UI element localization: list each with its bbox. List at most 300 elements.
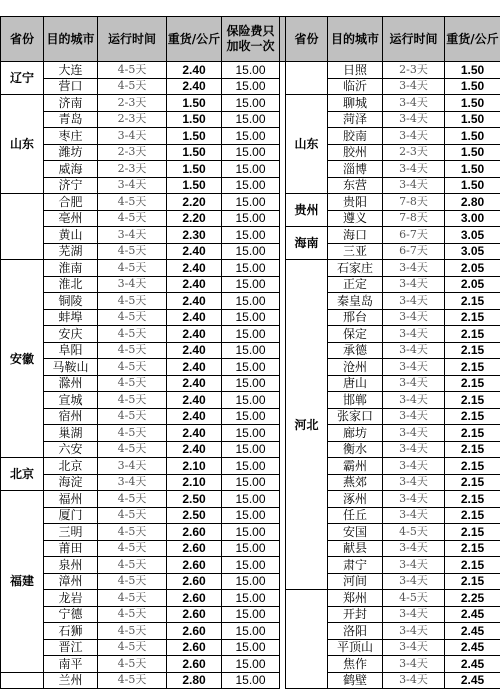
insurance-cell: 15.00 — [222, 194, 280, 211]
transit-time-cell: 3-4天 — [383, 359, 445, 376]
city-cell: 燕郊 — [328, 474, 383, 491]
transit-time-cell: 4-5天 — [98, 656, 167, 673]
province-cell — [1, 672, 44, 689]
transit-time-cell: 4-5天 — [98, 210, 167, 227]
weight-rate-cell: 2.40 — [167, 243, 222, 260]
city-cell: 三明 — [44, 524, 98, 541]
transit-time-cell: 3-4天 — [383, 408, 445, 425]
weight-rate-cell: 2.15 — [445, 326, 500, 343]
table-row — [1, 78, 500, 95]
transit-time-cell: 3-4天 — [98, 474, 167, 491]
city-cell: 晋江 — [44, 639, 98, 656]
city-cell: 滁州 — [44, 375, 98, 392]
table-row — [1, 474, 500, 491]
transit-time-cell: 4-5天 — [98, 606, 167, 623]
city-cell: 霸州 — [328, 458, 383, 475]
city-cell: 涿州 — [328, 491, 383, 508]
weight-rate-cell: 2.45 — [445, 639, 500, 656]
weight-rate-cell: 2.45 — [445, 656, 500, 673]
city-cell: 营口 — [44, 78, 98, 95]
weight-rate-cell: 2.20 — [167, 194, 222, 211]
insurance-cell: 15.00 — [222, 441, 280, 458]
table-row — [1, 606, 500, 623]
transit-time-cell: 4-5天 — [98, 524, 167, 541]
spacer-cell — [280, 524, 286, 541]
city-cell: 遵义 — [328, 210, 383, 227]
weight-rate-cell: 1.50 — [445, 62, 500, 79]
transit-time-cell: 3-4天 — [383, 161, 445, 178]
table-row — [1, 458, 500, 475]
weight-rate-cell: 2.40 — [167, 408, 222, 425]
spacer-cell — [280, 441, 286, 458]
weight-rate-cell: 2.40 — [167, 326, 222, 343]
transit-time-cell: 3-4天 — [383, 111, 445, 128]
transit-time-cell: 3-4天 — [383, 78, 445, 95]
city-cell: 献县 — [328, 540, 383, 557]
transit-time-cell: 2-3天 — [98, 161, 167, 178]
table-row — [1, 408, 500, 425]
transit-time-cell: 2-3天 — [383, 144, 445, 161]
transit-time-cell: 4-5天 — [98, 326, 167, 343]
city-cell: 莆田 — [44, 540, 98, 557]
city-cell: 石家庄 — [328, 260, 383, 277]
spacer-cell — [280, 243, 286, 260]
province-cell: 贵州 — [286, 194, 328, 227]
spacer-cell — [280, 474, 286, 491]
weight-rate-cell: 2.40 — [167, 441, 222, 458]
city-cell: 肃宁 — [328, 557, 383, 574]
city-cell: 巢湖 — [44, 425, 98, 442]
insurance-cell: 15.00 — [222, 210, 280, 227]
transit-time-cell: 4-5天 — [98, 507, 167, 524]
spacer-cell — [280, 573, 286, 590]
city-cell: 承德 — [328, 342, 383, 359]
weight-rate-cell: 2.40 — [167, 392, 222, 409]
header-province-left: 省份 — [1, 17, 44, 62]
transit-time-cell: 3-4天 — [383, 95, 445, 112]
city-cell: 淄博 — [328, 161, 383, 178]
city-cell: 海口 — [328, 227, 383, 244]
spacer-cell — [280, 458, 286, 475]
weight-rate-cell: 2.10 — [167, 474, 222, 491]
weight-rate-cell: 2.15 — [445, 524, 500, 541]
header-weight-right: 重货/公斤 — [445, 17, 500, 62]
weight-rate-cell: 2.60 — [167, 540, 222, 557]
city-cell: 亳州 — [44, 210, 98, 227]
city-cell: 宁德 — [44, 606, 98, 623]
weight-rate-cell: 2.45 — [445, 623, 500, 640]
transit-time-cell: 3-4天 — [383, 540, 445, 557]
weight-rate-cell: 2.15 — [445, 491, 500, 508]
city-cell: 济宁 — [44, 177, 98, 194]
table-row — [1, 293, 500, 310]
transit-time-cell: 6-7天 — [383, 243, 445, 260]
transit-time-cell: 3-4天 — [383, 507, 445, 524]
insurance-cell: 15.00 — [222, 524, 280, 541]
weight-rate-cell: 1.50 — [445, 78, 500, 95]
spacer-cell — [280, 623, 286, 640]
table-row — [1, 260, 500, 277]
city-cell: 衡水 — [328, 441, 383, 458]
weight-rate-cell: 3.05 — [445, 227, 500, 244]
weight-rate-cell: 2.20 — [167, 210, 222, 227]
weight-rate-cell: 2.15 — [445, 425, 500, 442]
weight-rate-cell: 2.15 — [445, 375, 500, 392]
city-cell: 兰州 — [44, 672, 98, 689]
insurance-cell: 15.00 — [222, 656, 280, 673]
city-cell: 安庆 — [44, 326, 98, 343]
city-cell: 蚌埠 — [44, 309, 98, 326]
city-cell: 鹤壁 — [328, 672, 383, 689]
weight-rate-cell: 2.15 — [445, 474, 500, 491]
transit-time-cell: 4-5天 — [98, 590, 167, 607]
weight-rate-cell: 1.50 — [445, 177, 500, 194]
weight-rate-cell: 2.40 — [167, 293, 222, 310]
weight-rate-cell: 2.40 — [167, 425, 222, 442]
header-province-right: 省份 — [286, 17, 328, 62]
weight-rate-cell: 2.80 — [445, 194, 500, 211]
insurance-cell: 15.00 — [222, 491, 280, 508]
weight-rate-cell: 1.50 — [167, 161, 222, 178]
transit-time-cell: 3-4天 — [98, 458, 167, 475]
city-cell: 潍坊 — [44, 144, 98, 161]
insurance-cell: 15.00 — [222, 408, 280, 425]
spacer-cell — [280, 342, 286, 359]
table-row — [1, 243, 500, 260]
transit-time-cell: 3-4天 — [383, 491, 445, 508]
insurance-cell: 15.00 — [222, 326, 280, 343]
province-cell: 山东 — [1, 95, 44, 194]
transit-time-cell: 3-4天 — [383, 474, 445, 491]
table-row — [1, 656, 500, 673]
transit-time-cell: 3-4天 — [383, 606, 445, 623]
transit-time-cell: 3-4天 — [383, 128, 445, 145]
city-cell: 秦皇岛 — [328, 293, 383, 310]
spacer-cell — [280, 161, 286, 178]
province-cell — [1, 194, 44, 260]
table-row — [1, 144, 500, 161]
city-cell: 青岛 — [44, 111, 98, 128]
transit-time-cell: 3-4天 — [383, 375, 445, 392]
weight-rate-cell: 2.60 — [167, 590, 222, 607]
weight-rate-cell: 1.50 — [445, 161, 500, 178]
weight-rate-cell: 1.50 — [445, 144, 500, 161]
transit-time-cell: 2-3天 — [98, 144, 167, 161]
province-cell: 辽宁 — [1, 62, 44, 95]
province-cell: 山东 — [286, 95, 328, 194]
spacer-cell — [280, 309, 286, 326]
insurance-cell: 15.00 — [222, 260, 280, 277]
table-row — [1, 194, 500, 211]
weight-rate-cell: 2.15 — [445, 441, 500, 458]
province-cell — [286, 590, 328, 689]
weight-rate-cell: 2.40 — [167, 62, 222, 79]
transit-time-cell: 3-4天 — [383, 441, 445, 458]
transit-time-cell: 3-4天 — [383, 458, 445, 475]
city-cell: 开封 — [328, 606, 383, 623]
city-cell: 铜陵 — [44, 293, 98, 310]
city-cell: 福州 — [44, 491, 98, 508]
insurance-cell: 15.00 — [222, 425, 280, 442]
weight-rate-cell: 2.50 — [167, 491, 222, 508]
transit-time-cell: 4-5天 — [98, 359, 167, 376]
insurance-cell: 15.00 — [222, 95, 280, 112]
province-cell: 北京 — [1, 458, 44, 491]
city-cell: 宿州 — [44, 408, 98, 425]
weight-rate-cell: 2.15 — [445, 573, 500, 590]
spacer-cell — [280, 606, 286, 623]
city-cell: 任丘 — [328, 507, 383, 524]
weight-rate-cell: 1.50 — [167, 128, 222, 145]
transit-time-cell: 4-5天 — [98, 491, 167, 508]
transit-time-cell: 3-4天 — [98, 276, 167, 293]
city-cell: 北京 — [44, 458, 98, 475]
weight-rate-cell: 2.15 — [445, 557, 500, 574]
weight-rate-cell: 2.80 — [167, 672, 222, 689]
spacer-cell — [280, 326, 286, 343]
table-row — [1, 573, 500, 590]
weight-rate-cell: 2.40 — [167, 359, 222, 376]
city-cell: 日照 — [328, 62, 383, 79]
spacer-cell — [280, 639, 286, 656]
insurance-cell: 15.00 — [222, 540, 280, 557]
transit-time-cell: 4-5天 — [98, 573, 167, 590]
city-cell: 海淀 — [44, 474, 98, 491]
city-cell: 龙岩 — [44, 590, 98, 607]
insurance-cell: 15.00 — [222, 474, 280, 491]
spacer-cell — [280, 359, 286, 376]
city-cell: 淮北 — [44, 276, 98, 293]
table-row — [1, 177, 500, 194]
transit-time-cell: 2-3天 — [383, 62, 445, 79]
insurance-cell: 15.00 — [222, 144, 280, 161]
spacer-cell — [280, 128, 286, 145]
header-time-left: 运行时间 — [98, 17, 167, 62]
insurance-cell: 15.00 — [222, 375, 280, 392]
province-cell: 福建 — [1, 491, 44, 673]
province-cell: 安徽 — [1, 260, 44, 458]
transit-time-cell: 4-5天 — [383, 524, 445, 541]
insurance-cell: 15.00 — [222, 672, 280, 689]
spacer-cell — [280, 375, 286, 392]
weight-rate-cell: 2.15 — [445, 507, 500, 524]
transit-time-cell: 3-4天 — [383, 177, 445, 194]
insurance-cell: 15.00 — [222, 111, 280, 128]
city-cell: 沧州 — [328, 359, 383, 376]
table-row — [1, 540, 500, 557]
insurance-cell: 15.00 — [222, 309, 280, 326]
city-cell: 唐山 — [328, 375, 383, 392]
weight-rate-cell: 1.50 — [167, 111, 222, 128]
transit-time-cell: 4-5天 — [98, 672, 167, 689]
province-cell — [286, 62, 328, 95]
city-cell: 邢台 — [328, 309, 383, 326]
city-cell: 焦作 — [328, 656, 383, 673]
transit-time-cell: 3-4天 — [383, 326, 445, 343]
province-cell: 海南 — [286, 227, 328, 260]
weight-rate-cell: 2.40 — [167, 309, 222, 326]
city-cell: 胶南 — [328, 128, 383, 145]
insurance-cell: 15.00 — [222, 392, 280, 409]
weight-rate-cell: 1.50 — [167, 95, 222, 112]
spacer-cell — [280, 210, 286, 227]
insurance-cell: 15.00 — [222, 78, 280, 95]
weight-rate-cell: 2.15 — [445, 392, 500, 409]
weight-rate-cell: 2.15 — [445, 342, 500, 359]
city-cell: 保定 — [328, 326, 383, 343]
weight-rate-cell: 2.60 — [167, 573, 222, 590]
weight-rate-cell: 2.60 — [167, 639, 222, 656]
sheet-top-strip — [0, 0, 500, 17]
transit-time-cell: 3-4天 — [383, 573, 445, 590]
table-row — [1, 210, 500, 227]
weight-rate-cell: 2.60 — [167, 656, 222, 673]
weight-rate-cell: 2.60 — [167, 606, 222, 623]
transit-time-cell: 3-4天 — [383, 260, 445, 277]
insurance-cell: 15.00 — [222, 161, 280, 178]
insurance-cell: 15.00 — [222, 557, 280, 574]
city-cell: 张家口 — [328, 408, 383, 425]
weight-rate-cell: 2.15 — [445, 408, 500, 425]
table-row — [1, 161, 500, 178]
table-row — [1, 342, 500, 359]
weight-rate-cell: 2.25 — [445, 590, 500, 607]
weight-rate-cell: 2.60 — [167, 557, 222, 574]
city-cell: 平顶山 — [328, 639, 383, 656]
table-row — [1, 639, 500, 656]
table-row — [1, 62, 500, 79]
weight-rate-cell: 2.15 — [445, 359, 500, 376]
transit-time-cell: 4-5天 — [98, 194, 167, 211]
transit-time-cell: 3-4天 — [383, 639, 445, 656]
insurance-cell: 15.00 — [222, 359, 280, 376]
header-city-left: 目的城市 — [44, 17, 98, 62]
weight-rate-cell: 2.15 — [445, 458, 500, 475]
transit-time-cell: 3-4天 — [98, 227, 167, 244]
spacer-cell — [280, 656, 286, 673]
transit-time-cell: 3-4天 — [383, 342, 445, 359]
weight-rate-cell: 1.50 — [445, 128, 500, 145]
table-row — [1, 128, 500, 145]
transit-time-cell: 4-5天 — [98, 309, 167, 326]
weight-rate-cell: 1.50 — [445, 111, 500, 128]
header-insurance-left: 保险费只加收一次 — [222, 17, 280, 62]
table-row — [1, 392, 500, 409]
transit-time-cell: 4-5天 — [98, 557, 167, 574]
transit-time-cell: 3-4天 — [383, 672, 445, 689]
insurance-cell: 15.00 — [222, 606, 280, 623]
spacer-cell — [280, 672, 286, 689]
weight-rate-cell: 2.05 — [445, 260, 500, 277]
weight-rate-cell: 2.45 — [445, 672, 500, 689]
transit-time-cell: 3-4天 — [383, 656, 445, 673]
transit-time-cell: 3-4天 — [383, 293, 445, 310]
transit-time-cell: 4-5天 — [98, 243, 167, 260]
table-row — [1, 359, 500, 376]
city-cell: 六安 — [44, 441, 98, 458]
transit-time-cell: 3-4天 — [383, 557, 445, 574]
weight-rate-cell: 1.50 — [167, 177, 222, 194]
weight-rate-cell: 2.50 — [167, 507, 222, 524]
spacer-cell — [280, 540, 286, 557]
city-cell: 南平 — [44, 656, 98, 673]
transit-time-cell: 2-3天 — [98, 111, 167, 128]
transit-time-cell: 4-5天 — [98, 639, 167, 656]
table-row — [1, 111, 500, 128]
province-cell: 河北 — [286, 260, 328, 590]
transit-time-cell: 4-5天 — [383, 590, 445, 607]
insurance-cell: 15.00 — [222, 639, 280, 656]
table-row — [1, 623, 500, 640]
city-cell: 芜湖 — [44, 243, 98, 260]
weight-rate-cell: 2.15 — [445, 309, 500, 326]
city-cell: 宣城 — [44, 392, 98, 409]
city-cell: 合肥 — [44, 194, 98, 211]
city-cell: 菏泽 — [328, 111, 383, 128]
table-row — [1, 276, 500, 293]
spacer-cell — [280, 177, 286, 194]
insurance-cell: 15.00 — [222, 243, 280, 260]
transit-time-cell: 3-4天 — [383, 425, 445, 442]
spacer-cell — [280, 111, 286, 128]
weight-rate-cell: 2.60 — [167, 623, 222, 640]
city-cell: 厦门 — [44, 507, 98, 524]
table-row — [1, 557, 500, 574]
transit-time-cell: 4-5天 — [98, 342, 167, 359]
weight-rate-cell: 1.50 — [167, 144, 222, 161]
spacer-cell — [280, 144, 286, 161]
insurance-cell: 15.00 — [222, 177, 280, 194]
weight-rate-cell: 2.10 — [167, 458, 222, 475]
header-city-right: 目的城市 — [328, 17, 383, 62]
city-cell: 胶州 — [328, 144, 383, 161]
transit-time-cell: 4-5天 — [98, 540, 167, 557]
city-cell: 临沂 — [328, 78, 383, 95]
table-row — [1, 441, 500, 458]
spacer-cell — [280, 276, 286, 293]
weight-rate-cell: 1.50 — [445, 95, 500, 112]
insurance-cell: 15.00 — [222, 293, 280, 310]
weight-rate-cell: 2.40 — [167, 78, 222, 95]
transit-time-cell: 7-8天 — [383, 194, 445, 211]
spacer-cell — [280, 392, 286, 409]
insurance-cell: 15.00 — [222, 573, 280, 590]
transit-time-cell: 4-5天 — [98, 623, 167, 640]
table-row — [1, 672, 500, 689]
city-cell: 正定 — [328, 276, 383, 293]
spacer-cell — [280, 491, 286, 508]
transit-time-cell: 4-5天 — [98, 62, 167, 79]
spacer-cell — [280, 557, 286, 574]
table-row — [1, 590, 500, 607]
city-cell: 东营 — [328, 177, 383, 194]
spacer-cell — [280, 507, 286, 524]
weight-rate-cell: 2.40 — [167, 276, 222, 293]
insurance-cell: 15.00 — [222, 128, 280, 145]
transit-time-cell: 4-5天 — [98, 441, 167, 458]
city-cell: 淮南 — [44, 260, 98, 277]
spacer-cell — [280, 78, 286, 95]
insurance-cell: 15.00 — [222, 276, 280, 293]
transit-time-cell: 3-4天 — [383, 309, 445, 326]
spacer-cell — [280, 293, 286, 310]
city-cell: 马鞍山 — [44, 359, 98, 376]
table-row — [1, 507, 500, 524]
city-cell: 阜阳 — [44, 342, 98, 359]
table-row — [1, 227, 500, 244]
transit-time-cell: 3-4天 — [383, 392, 445, 409]
weight-rate-cell: 2.30 — [167, 227, 222, 244]
